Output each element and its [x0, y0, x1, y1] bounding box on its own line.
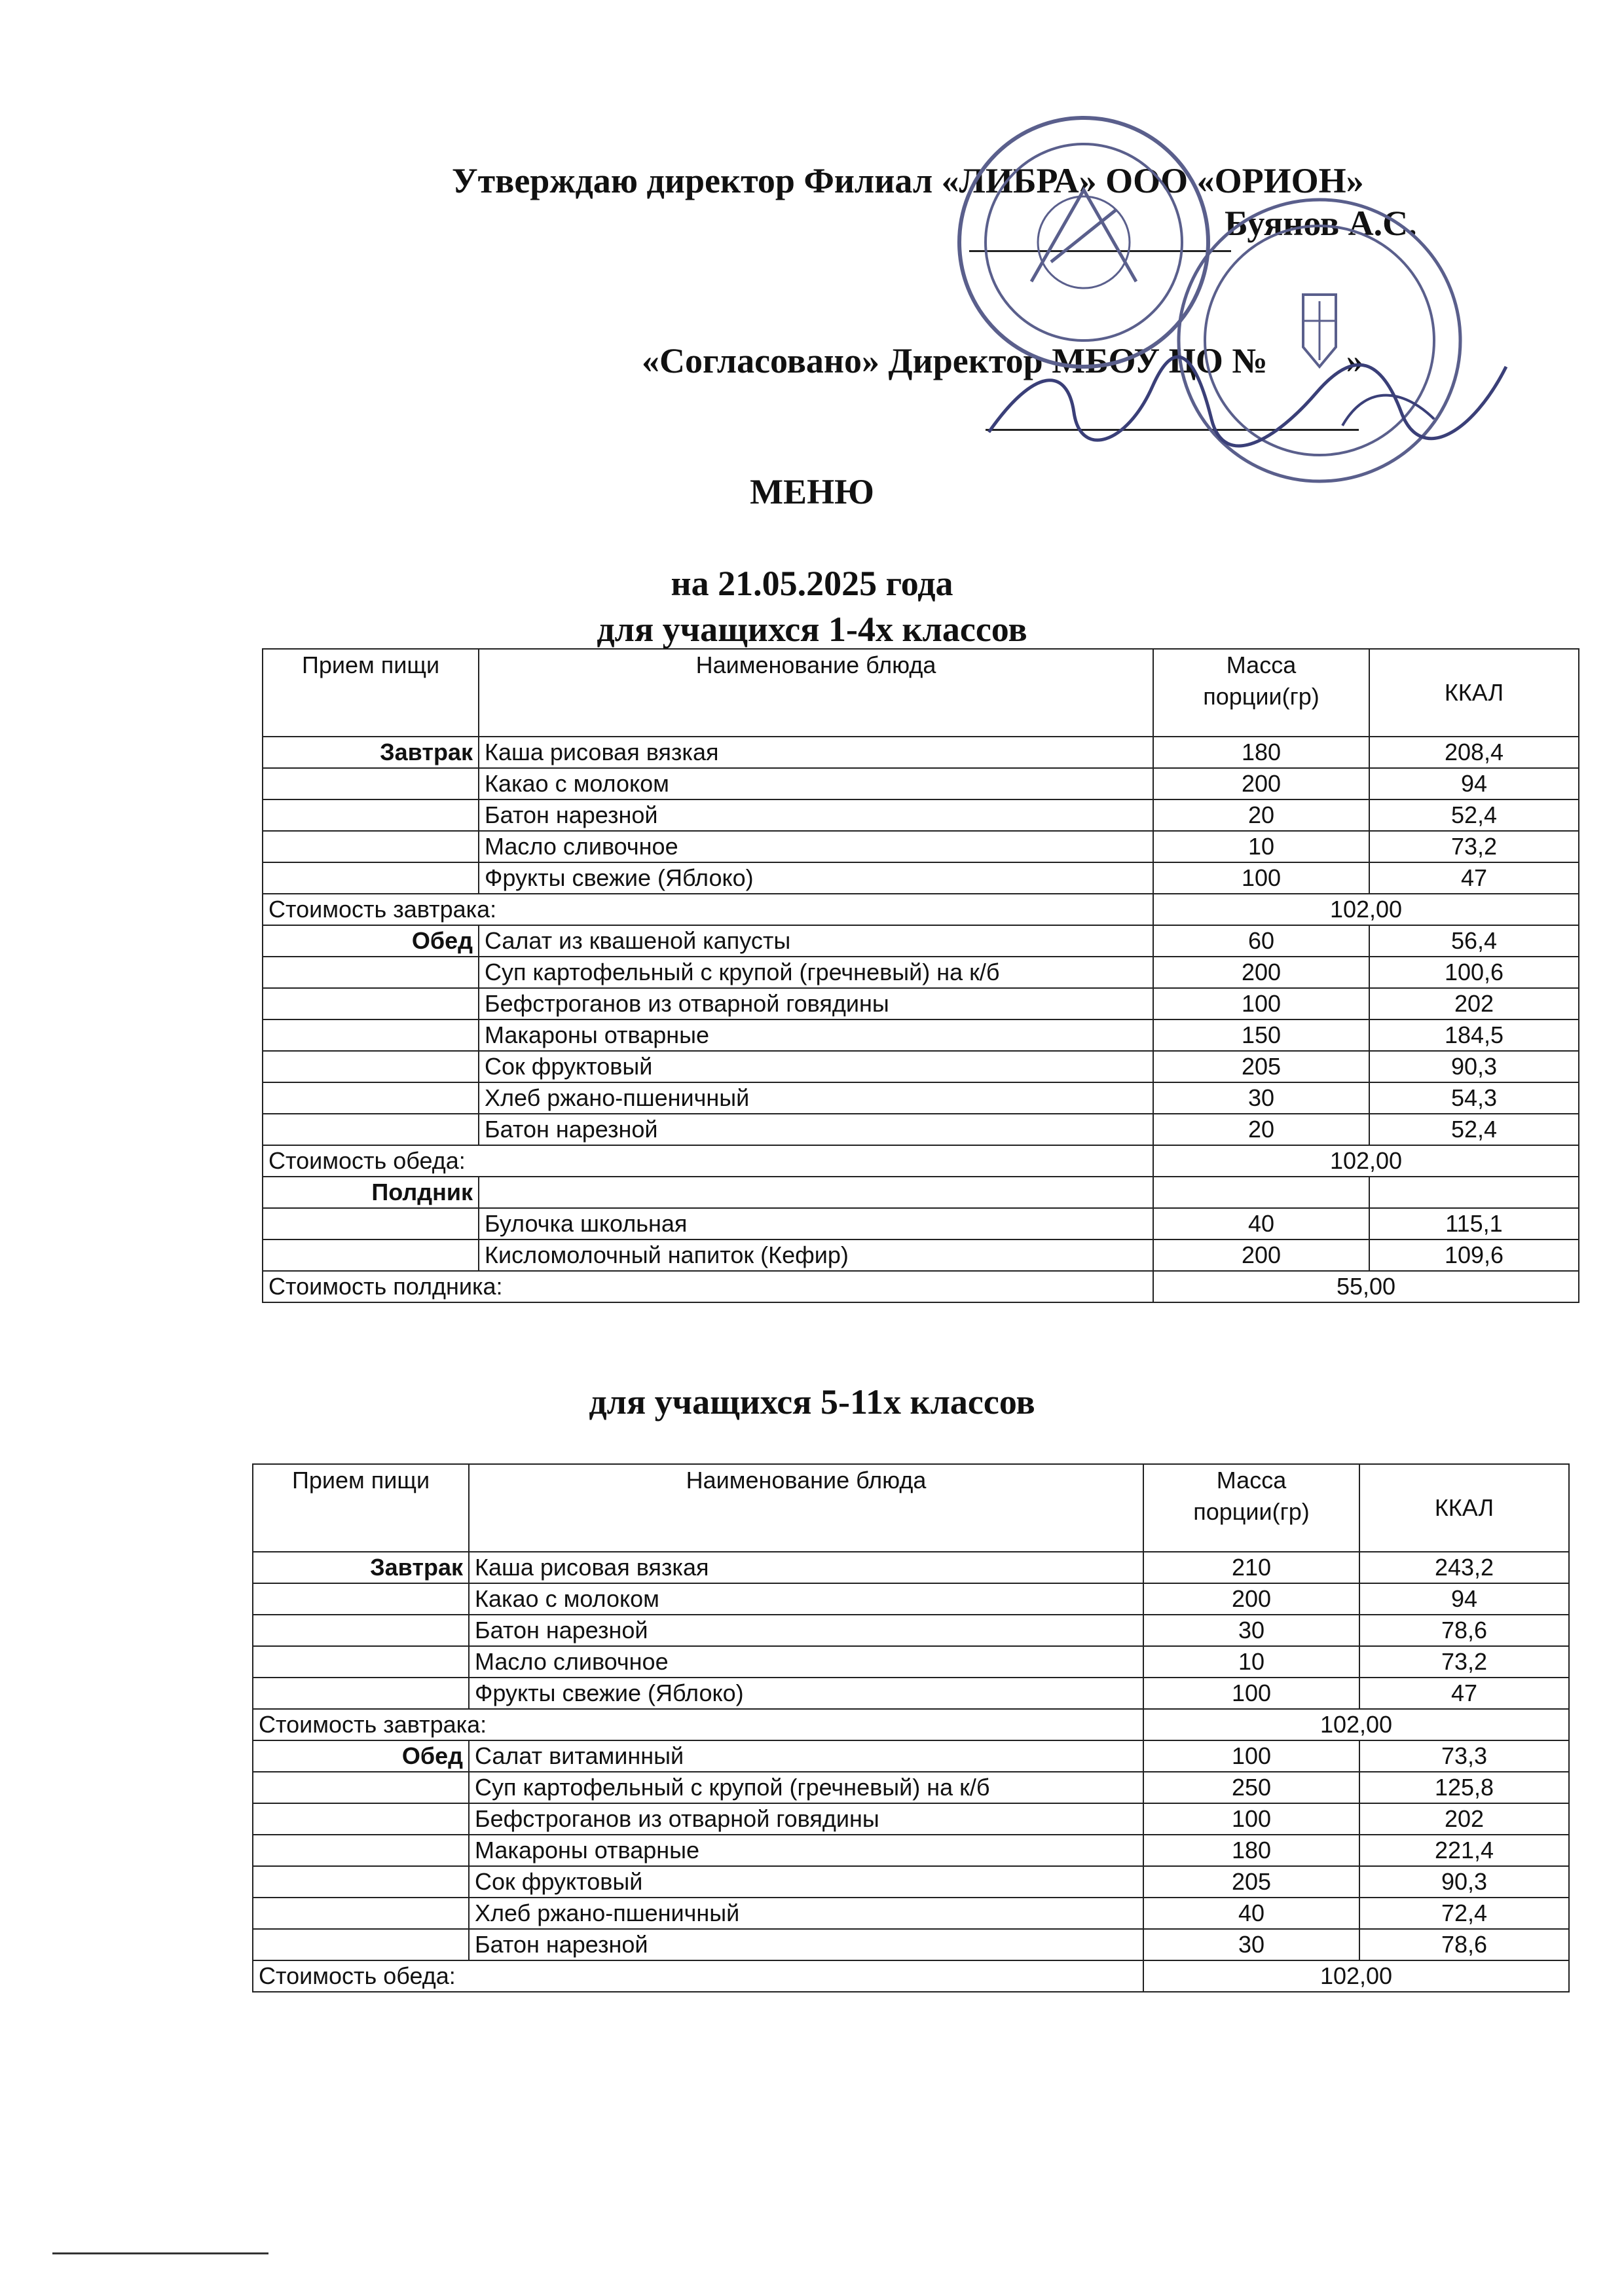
table-row [263, 1051, 1579, 1082]
kcal-cell: 52,4 [1369, 1114, 1579, 1145]
meal-cell [253, 1646, 469, 1678]
kcal-cell: 78,6 [1359, 1929, 1569, 1960]
table-row [253, 1678, 1569, 1709]
kcal-cell: 115,1 [1369, 1208, 1579, 1239]
approval-line: Утверждаю директор Филиал «ЛИБРА» ООО «ОРИОН» [452, 161, 1364, 200]
mass-cell: 200 [1153, 957, 1369, 988]
mass-cell: 200 [1143, 1583, 1359, 1615]
dish-cell: Батон нарезной [469, 1929, 1143, 1960]
table-row [263, 799, 1579, 831]
mass-cell: 200 [1153, 1239, 1369, 1271]
kcal-cell [1369, 1177, 1579, 1208]
kcal-cell: 221,4 [1359, 1835, 1569, 1866]
dish-cell: Хлеб ржано-пшеничный [469, 1898, 1143, 1929]
table-row [253, 1583, 1569, 1615]
mass-cell: 30 [1143, 1929, 1359, 1960]
dish-cell: Батон нарезной [479, 799, 1153, 831]
table-row [263, 1239, 1579, 1271]
dish-cell: Суп картофельный с крупой (гречневый) на к/б [469, 1772, 1143, 1803]
kcal-cell: 100,6 [1369, 957, 1579, 988]
col-mass-line1: Масса [1226, 652, 1297, 678]
dish-cell: Масло сливочное [479, 831, 1153, 862]
menu-date: на 21.05.2025 года [671, 564, 953, 603]
cost-value: 55,00 [1153, 1271, 1579, 1302]
col-kcal: ККАЛ [1359, 1464, 1569, 1552]
section1-title: для учащихся 1-4х классов [597, 610, 1027, 649]
footer-divider [52, 2252, 268, 2254]
mass-cell: 60 [1153, 925, 1369, 957]
col-meal: Прием пищи [253, 1464, 469, 1552]
kcal-cell: 125,8 [1359, 1772, 1569, 1803]
cost-label: Стоимость завтрака: [253, 1709, 1143, 1740]
kcal-cell: 47 [1369, 862, 1579, 894]
table-row [263, 737, 1579, 768]
meal-cell: Полдник [263, 1177, 479, 1208]
kcal-cell: 72,4 [1359, 1898, 1569, 1929]
table-row [253, 1803, 1569, 1835]
col-dish: Наименование блюда [469, 1464, 1143, 1552]
meal-cell [263, 988, 479, 1019]
mass-cell: 30 [1153, 1082, 1369, 1114]
table-row [253, 1646, 1569, 1678]
kcal-cell: 109,6 [1369, 1239, 1579, 1271]
kcal-cell: 202 [1369, 988, 1579, 1019]
meal-cell [263, 1082, 479, 1114]
col-mass [1153, 649, 1369, 737]
kcal-cell: 54,3 [1369, 1082, 1579, 1114]
table-row [263, 862, 1579, 894]
mass-cell: 100 [1143, 1740, 1359, 1772]
table-row [263, 1208, 1579, 1239]
dish-cell: Фрукты свежие (Яблоко) [469, 1678, 1143, 1709]
dish-cell: Булочка школьная [479, 1208, 1153, 1239]
table-row [263, 957, 1579, 988]
meal-cell [253, 1678, 469, 1709]
mass-cell: 40 [1143, 1898, 1359, 1929]
mass-cell: 180 [1143, 1835, 1359, 1866]
agreed-text: «Согласовано» Директор МБОУ ЦО № [642, 341, 1268, 380]
section2-title: для учащихся 5-11х классов [589, 1382, 1035, 1422]
mass-cell: 100 [1143, 1803, 1359, 1835]
kcal-cell: 202 [1359, 1803, 1569, 1835]
dish-cell: Каша рисовая вязкая [469, 1552, 1143, 1583]
dish-cell: Сок фруктовый [469, 1866, 1143, 1898]
meal-cell [263, 1051, 479, 1082]
mass-cell: 100 [1153, 988, 1369, 1019]
dish-cell: Бефстроганов из отварной говядины [479, 988, 1153, 1019]
dish-cell: Батон нарезной [479, 1114, 1153, 1145]
col-mass-line2: порции(гр) [1203, 683, 1320, 710]
meal-cell [253, 1866, 469, 1898]
dish-cell: Хлеб ржано-пшеничный [479, 1082, 1153, 1114]
kcal-cell: 94 [1369, 768, 1579, 799]
kcal-cell: 73,2 [1359, 1646, 1569, 1678]
col-kcal: ККАЛ [1369, 649, 1579, 737]
mass-cell: 250 [1143, 1772, 1359, 1803]
meal-cell [253, 1583, 469, 1615]
meal-cell: Обед [253, 1740, 469, 1772]
dish-cell: Макароны отварные [479, 1019, 1153, 1051]
table-row [263, 1019, 1579, 1051]
mass-cell: 10 [1153, 831, 1369, 862]
mass-cell: 205 [1143, 1866, 1359, 1898]
meal-cell [263, 768, 479, 799]
cost-value: 102,00 [1143, 1709, 1569, 1740]
meal-cell [263, 957, 479, 988]
mass-cell: 40 [1153, 1208, 1369, 1239]
table-row [253, 1866, 1569, 1898]
cost-row [253, 1960, 1569, 1992]
dish-cell: Сок фруктовый [479, 1051, 1153, 1082]
menu-table-grades-1-4 [262, 648, 1579, 1303]
table-row [253, 1615, 1569, 1646]
mass-cell: 100 [1153, 862, 1369, 894]
table-row [253, 1772, 1569, 1803]
table-row [263, 831, 1579, 862]
col-mass-line1: Масса [1216, 1467, 1287, 1494]
meal-cell [263, 1239, 479, 1271]
cost-label: Стоимость полдника: [263, 1271, 1153, 1302]
dish-cell: Какао с молоком [479, 768, 1153, 799]
mass-cell: 10 [1143, 1646, 1359, 1678]
mass-cell: 100 [1143, 1678, 1359, 1709]
mass-cell [1153, 1177, 1369, 1208]
cost-label: Стоимость обеда: [253, 1960, 1143, 1992]
table-row [263, 1177, 1579, 1208]
mass-cell: 150 [1153, 1019, 1369, 1051]
mass-cell: 205 [1153, 1051, 1369, 1082]
cost-label: Стоимость обеда: [263, 1145, 1153, 1177]
mass-cell: 20 [1153, 1114, 1369, 1145]
cost-row [263, 1145, 1579, 1177]
meal-cell [253, 1772, 469, 1803]
kcal-cell: 47 [1359, 1678, 1569, 1709]
menu-table-grades-5-11 [252, 1463, 1570, 1992]
kcal-cell: 184,5 [1369, 1019, 1579, 1051]
kcal-cell: 94 [1359, 1583, 1569, 1615]
mass-cell: 180 [1153, 737, 1369, 768]
kcal-cell: 73,2 [1369, 831, 1579, 862]
meal-cell [253, 1615, 469, 1646]
dish-cell: Салат витаминный [469, 1740, 1143, 1772]
table-row [253, 1740, 1569, 1772]
dish-cell: Масло сливочное [469, 1646, 1143, 1678]
approval-name: Буянов А.С. [1225, 204, 1417, 243]
dish-cell: Салат из квашеной капусты [479, 925, 1153, 957]
dish-cell: Батон нарезной [469, 1615, 1143, 1646]
meal-cell: Завтрак [263, 737, 479, 768]
col-dish: Наименование блюда [479, 649, 1153, 737]
dish-cell: Бефстроганов из отварной говядины [469, 1803, 1143, 1835]
dish-cell: Каша рисовая вязкая [479, 737, 1153, 768]
col-meal: Прием пищи [263, 649, 479, 737]
cost-row [263, 894, 1579, 925]
table-row [263, 1114, 1579, 1145]
meal-cell [263, 1019, 479, 1051]
meal-cell [253, 1929, 469, 1960]
kcal-cell: 243,2 [1359, 1552, 1569, 1583]
cost-label: Стоимость завтрака: [263, 894, 1153, 925]
mass-cell: 200 [1153, 768, 1369, 799]
table-row [253, 1929, 1569, 1960]
kcal-cell: 90,3 [1359, 1866, 1569, 1898]
mass-cell: 20 [1153, 799, 1369, 831]
cost-value: 102,00 [1153, 894, 1579, 925]
cost-value: 102,00 [1143, 1960, 1569, 1992]
cost-row [253, 1709, 1569, 1740]
table-row [263, 988, 1579, 1019]
table-row [253, 1898, 1569, 1929]
agreed-close: » [1346, 341, 1364, 380]
menu-title: МЕНЮ [750, 472, 874, 511]
table-header-row [253, 1464, 1569, 1552]
dish-cell: Макароны отварные [469, 1835, 1143, 1866]
kcal-cell: 78,6 [1359, 1615, 1569, 1646]
col-mass-line2: порции(гр) [1193, 1498, 1310, 1525]
meal-cell: Завтрак [253, 1552, 469, 1583]
mass-cell: 30 [1143, 1615, 1359, 1646]
dish-cell: Какао с молоком [469, 1583, 1143, 1615]
meal-cell: Обед [263, 925, 479, 957]
meal-cell [263, 1114, 479, 1145]
kcal-cell: 56,4 [1369, 925, 1579, 957]
table-row [263, 1082, 1579, 1114]
meal-cell [253, 1803, 469, 1835]
kcal-cell: 52,4 [1369, 799, 1579, 831]
table-row [253, 1552, 1569, 1583]
meal-cell [263, 831, 479, 862]
table-row [263, 925, 1579, 957]
signature-icon [976, 340, 1519, 458]
table-header-row [263, 649, 1579, 737]
meal-cell [263, 799, 479, 831]
cost-row [263, 1271, 1579, 1302]
table-row [263, 768, 1579, 799]
kcal-cell: 208,4 [1369, 737, 1579, 768]
dish-cell [479, 1177, 1153, 1208]
cost-value: 102,00 [1153, 1145, 1579, 1177]
mass-cell: 210 [1143, 1552, 1359, 1583]
meal-cell [253, 1835, 469, 1866]
kcal-cell: 73,3 [1359, 1740, 1569, 1772]
kcal-cell: 90,3 [1369, 1051, 1579, 1082]
dish-cell: Кисломолочный напиток (Кефир) [479, 1239, 1153, 1271]
meal-cell [263, 1208, 479, 1239]
col-mass [1143, 1464, 1359, 1552]
meal-cell [253, 1898, 469, 1929]
dish-cell: Суп картофельный с крупой (гречневый) на к/б [479, 957, 1153, 988]
meal-cell [263, 862, 479, 894]
dish-cell: Фрукты свежие (Яблоко) [479, 862, 1153, 894]
table-row [253, 1835, 1569, 1866]
